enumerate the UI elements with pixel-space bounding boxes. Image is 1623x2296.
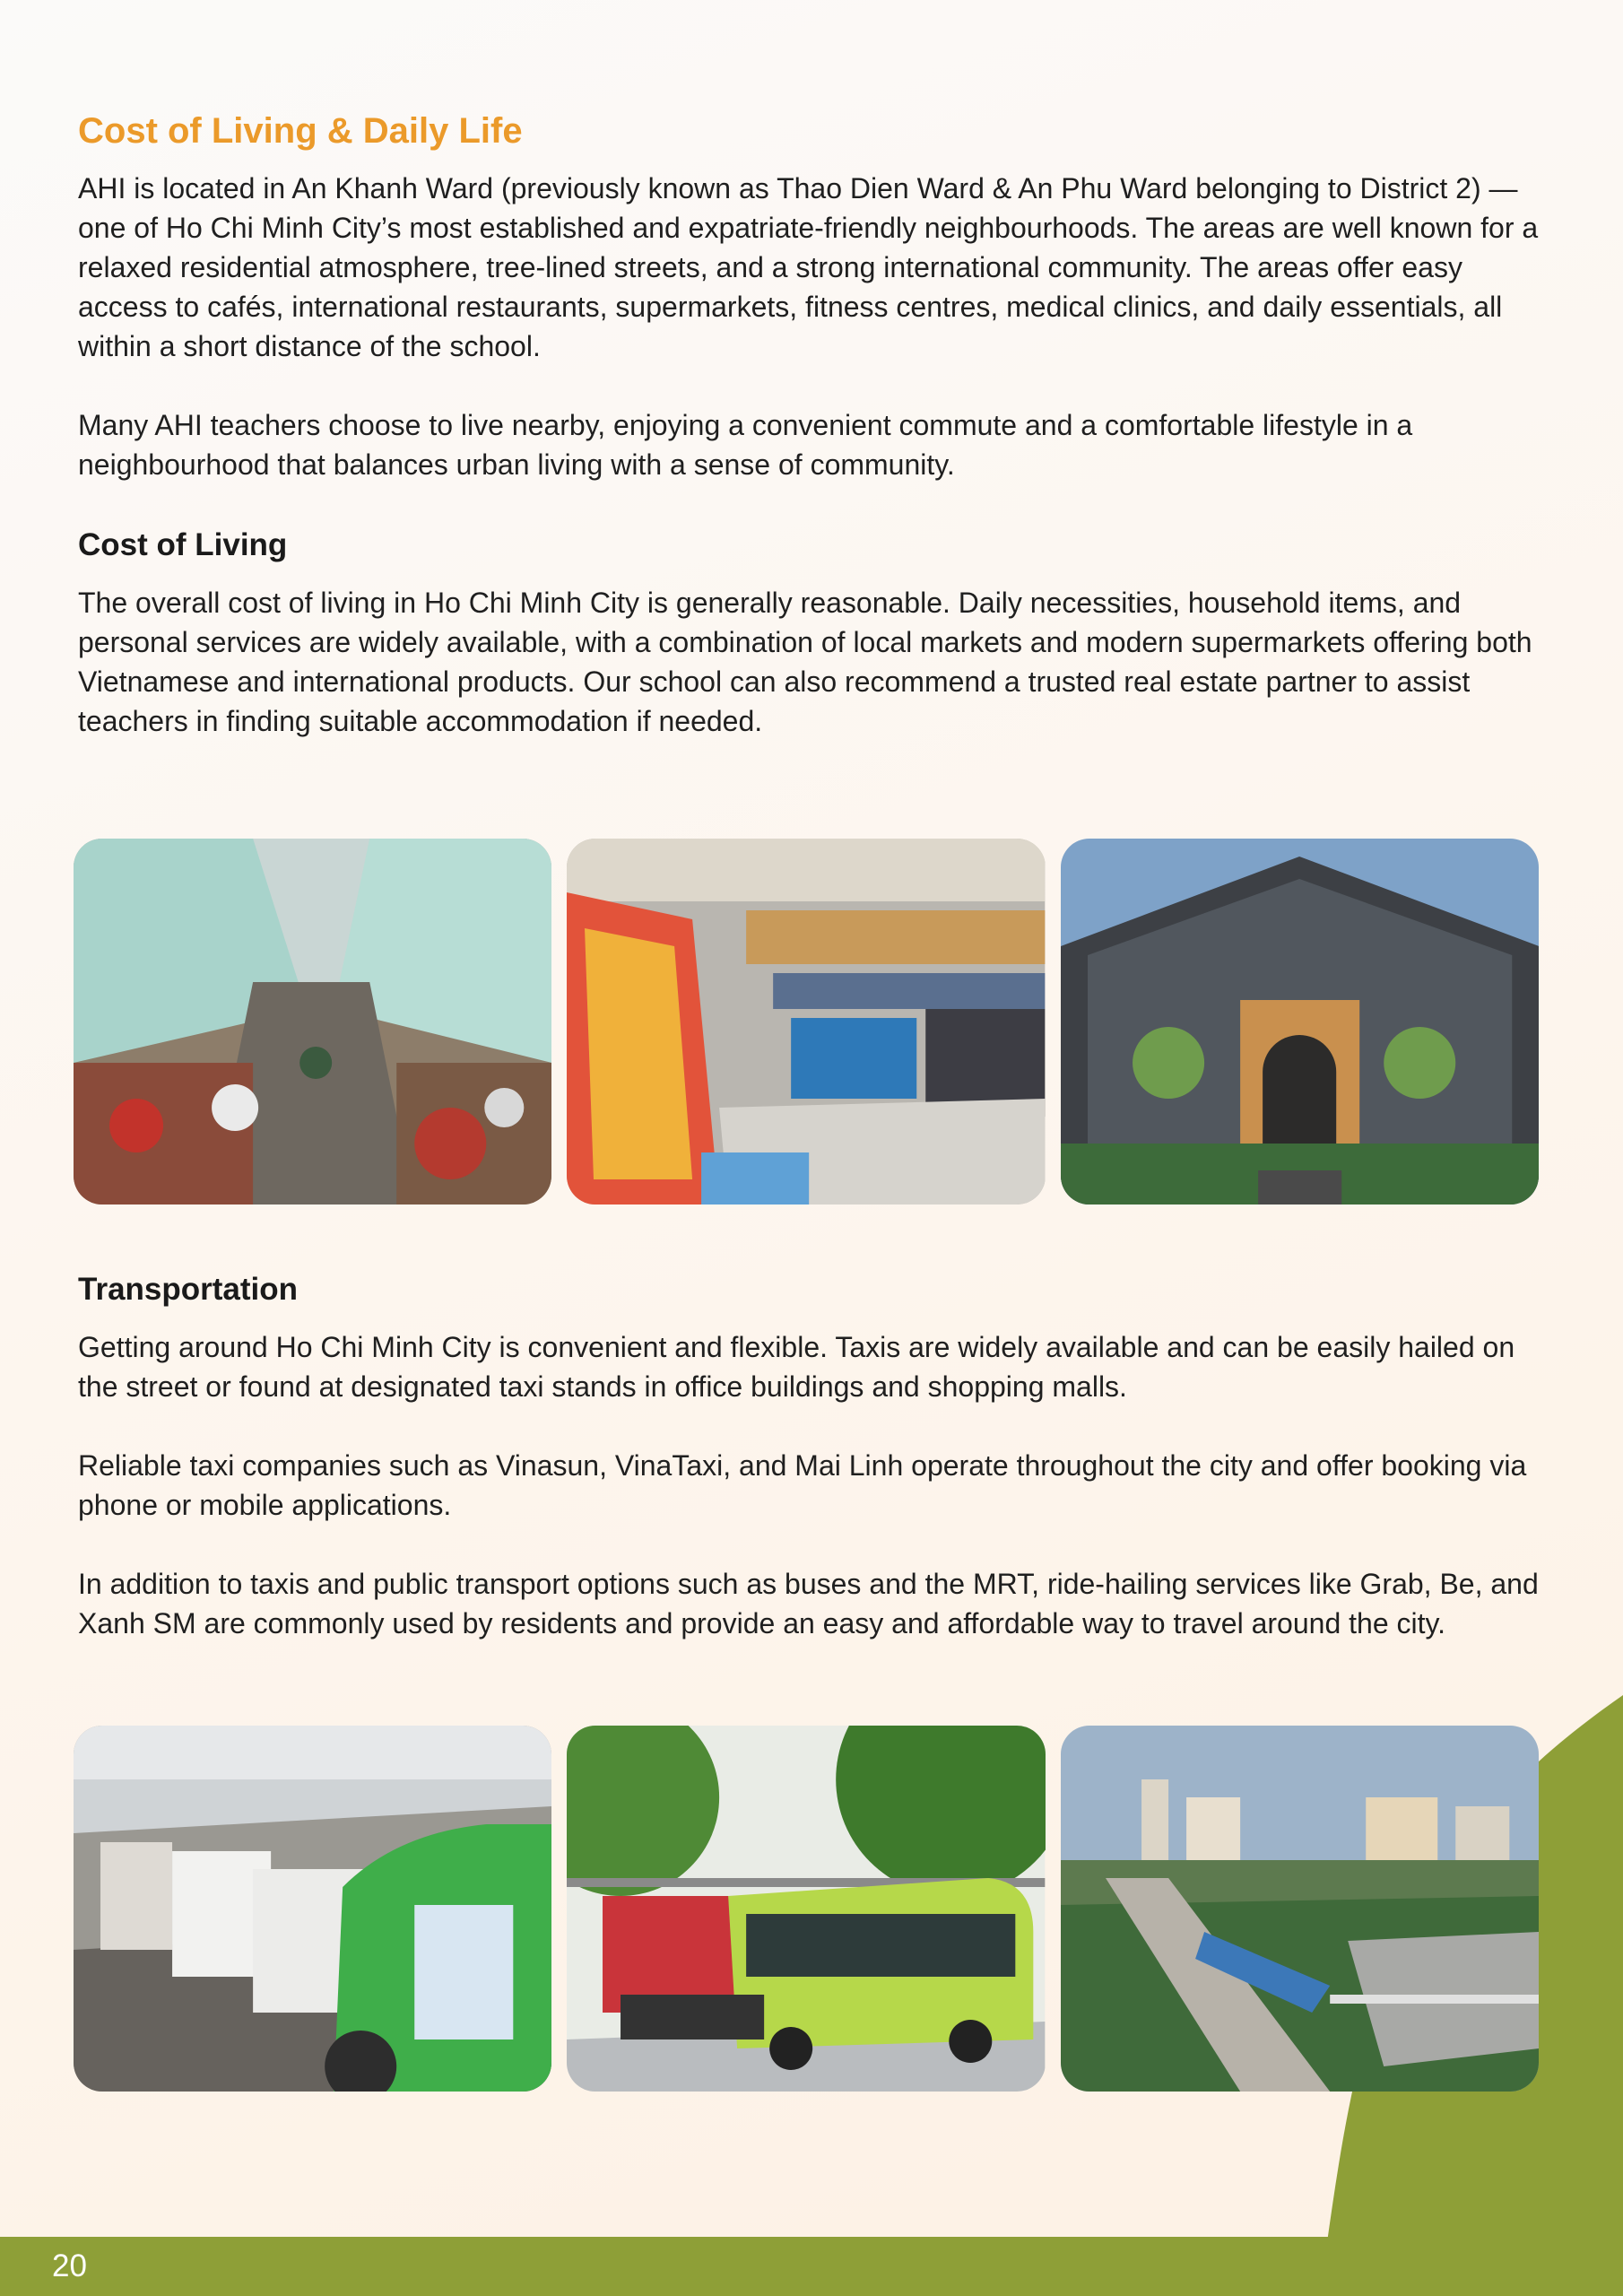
cost-of-living-photo-row bbox=[74, 839, 1539, 1205]
page-number: 20 bbox=[52, 2248, 87, 2283]
footer-bar bbox=[0, 2237, 1623, 2296]
supermarket-photo bbox=[567, 839, 1045, 1205]
cost-of-living-heading: Cost of Living bbox=[78, 527, 288, 562]
transport-paragraph-2: Reliable taxi companies such as Vinasun, VinaTaxi, and Mai Linh operate throughout the city and offer booking via phone or mobile applications. bbox=[78, 1449, 1527, 1521]
transport-section bbox=[78, 1268, 1549, 1643]
transportation-heading: Transportation bbox=[78, 1272, 299, 1307]
main-content bbox=[78, 106, 1549, 741]
cost-of-living-paragraph: The overall cost of living in Ho Chi Minh City is generally reasonable. Daily necessities, household items, and personal services are widely available, with a combination of local markets and modern supermarkets offering both Vietnamese and international products. Our school can also recommend a trusted real estate partner to assist teachers in finding suitable accommodation if needed. bbox=[78, 587, 1532, 737]
transportation-photo-row bbox=[74, 1726, 1539, 2092]
metro-train-photo bbox=[1061, 1726, 1539, 2092]
taxi-stand-photo bbox=[74, 1726, 551, 2092]
transport-paragraph-1: Getting around Ho Chi Minh City is convenient and flexible. Taxis are widely available and can be easily hailed on the street or found at designated taxi stands in office buildings and shopping malls. bbox=[78, 1331, 1515, 1403]
coffee-house-photo bbox=[1061, 839, 1539, 1205]
intro-paragraph-1: AHI is located in An Khanh Ward (previously known as Thao Dien Ward & An Phu Ward belonging to District 2) — one of Ho Chi Minh City’s most established and expatriate-friendly neighbourhoods. The areas are well known for a relaxed residential atmosphere, tree-lined streets, and a strong international community. The areas offer easy access to cafés, international restaurants, supermarkets, fitness centres, medical clinics, and daily essentials, all within a short distance of the school. bbox=[78, 172, 1539, 362]
transport-paragraph-3: In addition to taxis and public transport options such as buses and the MRT, ride-hailing services like Grab, Be, and Xanh SM are commonly used by residents and provide an easy and affordable way to travel around the city. bbox=[78, 1568, 1539, 1639]
intro-paragraph-2: Many AHI teachers choose to live nearby, enjoying a convenient commute and a comfortable lifestyle in a neighbourhood that balances urban living with a sense of community. bbox=[78, 409, 1413, 481]
local-market-photo bbox=[74, 839, 551, 1205]
electric-bus-photo bbox=[567, 1726, 1045, 2092]
page-title: Cost of Living & Daily Life bbox=[78, 111, 523, 151]
